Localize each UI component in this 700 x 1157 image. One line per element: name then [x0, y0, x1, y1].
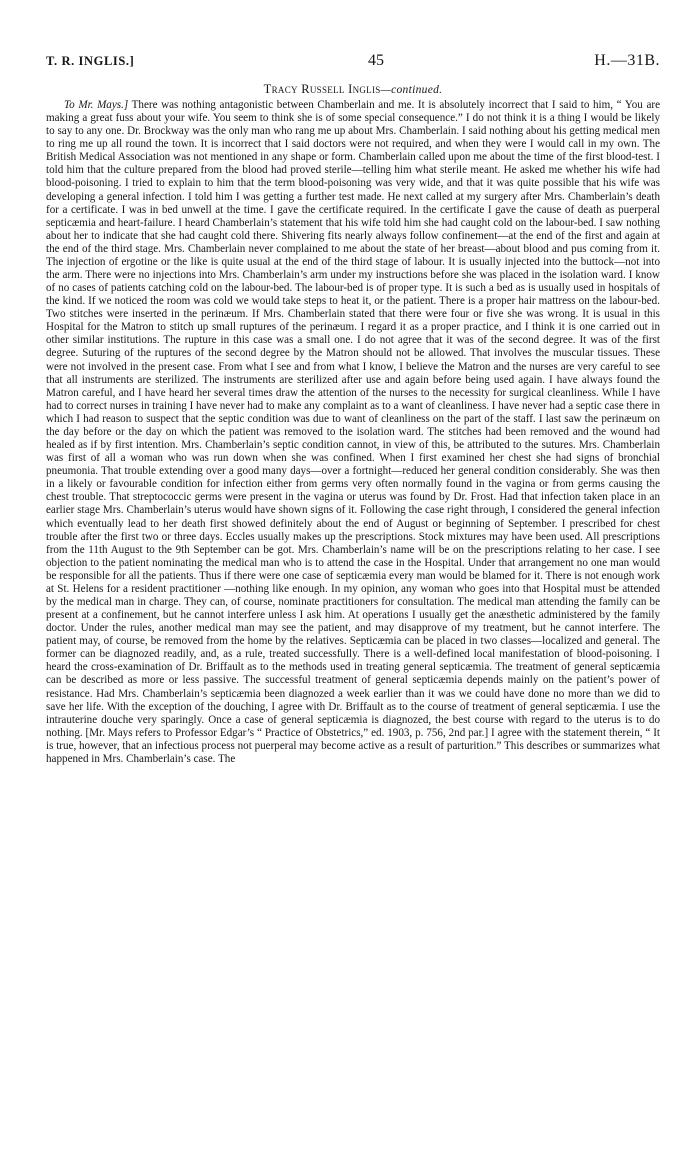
testimony-paragraph: [46, 99, 660, 766]
page-number: 45: [368, 52, 384, 69]
continued-label: —continued.: [380, 84, 443, 96]
witness-name: Tracy Russell Inglis: [263, 82, 381, 96]
testimony-text: There was nothing antagonistic between Chamberlain and me. It is absolutely incorrect that I said to him, “ You are making a great fuss about your wife. You seem to think she is of some special consequence.” I do not think it is a thing I would be likely to say to any one. Dr. Brockway was the only man who rang me up about Mrs. Chamberlain. I said nothing about his getting medical men to ring me up all round the town. It is incorrect that I said doctors were not required, and when they were I would call in my own. The British Medical Association was not mentioned in any shape or form. Chamberlain called upon me about the time of the first blood-test. I told him that the culture prepared from the blood had proved sterile—telling him what sterile meant. He asked me whether his wife had blood-poisoning. I tried to explain to him that the term blood-poisoning was very wide, and that it was quite possible that his wife was developing a general infection. I told him I was getting a further test made. He next called at my surgery after Mrs. Chamberlain’s death for a certificate. I was in bed unwell at the time. I gave the certificate required. In the certificate I gave the cause of death as puerperal septicæmia and heart-failure. I heard Chamberlain’s statement that his wife told him she had caught cold on the labour-bed. I saw nothing about her to indicate that she had caught cold there. Shivering fits nearly always follow confinement—at the end of the first and again at the end of the third stage. Mrs. Chamberlain never complained to me about the state of her breast—about blood and pus coming from it. The injection of ergotine or the like is quite usual at the end of the third stage of labour. It is usually injected into the buttock—not into the arm. There were no injections into Mrs. Chamberlain’s arm under my instructions before she was placed in the isolation ward. I know of no cases of patients catching cold on the labour-bed. The labour-bed is of proper type. It is such a bed as is usually used in hospitals of the kind. If we noticed the room was cold we would take steps to heat it, or the patient. There is a proper hair mattress on the labour-bed. Two stitches were inserted in the perinæum. If Mrs. Chamberlain stated that there were four or five she was wrong. It is usual in this Hospital for the Matron to stitch up small ruptures of the perinæum. I regard it as a proper practice, and I think it is one carried out in other similar institutions. The rupture in this case was a small one. I do not agree that it was of the second degree. It was of the first degree. Suturing of the ruptures of the second degree by the Matron should not be allowed. That involves the muscular tissues. These were not involved in the present case. From what I see and from what I know, I believe the Matron and the nurses are very careful to see that all instruments are sterilized. The instruments are sterilized after use and again before being used again. I have always found the Matron careful, and I have heard her several times draw the attention of the nurses to the necessity for surgical cleanliness. While I have had to correct nurses in training I have never had to make any complaint as to a want of cleanliness. I have never had a septic case there in which I had reason to suspect that the septic condition was due to want of cleanliness on the part of the staff. I last saw the perinæum on the day before or the day on which the patient was removed to the isolation ward. The stitches had been removed and the wound had healed as if by first intention. Mrs. Chamberlain’s septic condition cannot, in view of this, be attributed to the sutures. Mrs. Chamberlain was first of all a woman who was run down when she was confined. When I first examined her chest she had signs of bronchial pneumonia. That trouble extending over a good many days—over a fortnight—reduced her general condition considerably. She was then in a likely or favourable condition for infection either from germs very often normally found in the vagina or from germs causing the chest trouble. That streptococcic germs were present in the vagina or uterus was found by Dr. Frost. Had that infection taken place in an earlier stage Mrs. Chamberlain’s uterus would have shown signs of it. Following the case right through, I considered the general infection which eventually lead to her death first showed definitely about the end of August or beginning of September. I prescribed for chest trouble after the first two or three days. Eccles usually makes up the prescriptions. Stock mixtures may have been used. All prescriptions from the 11th August to the 9th September can be got. Mrs. Chamberlain’s name will be on the prescriptions relating to her case. I see objection to the patient nominating the medical man who is to attend the case in the Hospital. Under that arrangement no one man would be responsible for all the patients. Thus if there were one case of septicæmia every man would be blamed for it. There is not enough work at St. Helens for a resident practitioner —nothing like enough. In my opinion, any woman who goes into that Hospital must be attended by the medical man in charge. They can, of course, nominate practitioners for consultation. The medical man attending the family can be present at a confinement, but he cannot interfere unless I ask him. At operations I usually get the anæsthetic administered by the family doctor. Under the rules, another medical man may see the patient, and may disapprove of my treatment, but he cannot interfere. The patient may, of course, be removed from the home by the relatives. Septicæmia can be placed in two classes—localized and general. The former can be diagnozed readily, and, as a rule, treated successfully. There is a well-defined local manifestation of blood-poisoning. I heard the cross-examination of Dr. Briffault as to the methods used in treating general septicæmia. The treatment of general septicæmia can be described as more or less passive. The successful treatment of general septicæmia depends mainly on the patient’s power of resistance. Had Mrs. Chamberlain’s septicæmia been diagnozed a week earlier than it was we could have done no more than we did to save her life. With the exception of the douching, I agree with Dr. Briffault as to the course of treatment of general septicæmia. I use the intrauterine douche very sparingly. Once a case of general septicæmia is diagnozed, the best course with regard to the uterus is to do nothing. [Mr. Mays refers to Professor Edgar’s “ Practice of Obstetrics,” ed. 1903, p. 756, 2nd par.] I agree with the statement therein, “ It is true, however, that an infectious process not puerperal may become active as a result of parturition.” This describes or summarizes what happened in Mrs. Chamberlain’s case. The: [46, 99, 660, 765]
header-witness-name: T. R. INGLIS.]: [46, 54, 135, 68]
addressee-label: To Mr. Mays.]: [64, 99, 129, 111]
document-reference: H.—31B.: [594, 52, 660, 69]
page-header: [46, 52, 660, 72]
section-subtitle: [46, 82, 660, 97]
